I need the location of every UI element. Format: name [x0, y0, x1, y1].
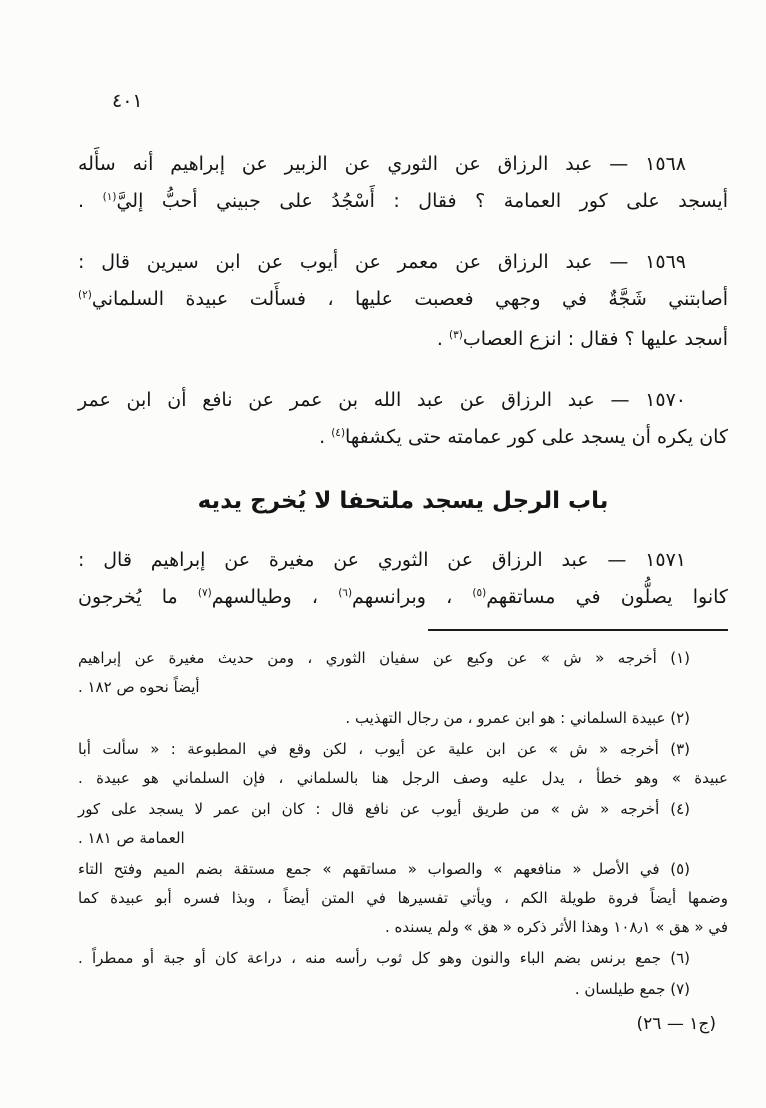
footnote-ref: (٧) [197, 587, 212, 599]
text-run: ١٥٦٨ — عبد الرزاق عن الثوري عن الزبير عن إبراهيم أنه سأَله [78, 153, 686, 175]
hadith-paragraph [78, 244, 728, 361]
text-run: (٦) جمع برنس بضم الباء والنون وهو كل ثوب رأسه منه ، دراعة كان أو جبة أو ممطراً . [78, 949, 690, 967]
hadith-line [78, 146, 728, 183]
footnote [78, 644, 728, 702]
hadith-paragraph [78, 542, 728, 619]
footnotes [78, 644, 728, 1004]
footnote-line [78, 644, 728, 673]
footnote-line [78, 704, 728, 733]
footnote-ref: (٥) [472, 587, 487, 599]
footnote-line [78, 673, 728, 702]
text-run: ما يُخرجون [78, 586, 198, 608]
hadith-line [78, 382, 728, 419]
hadiths-before-heading [78, 146, 728, 459]
footnote [78, 944, 728, 973]
footer-quire-mark: (ج١ — ٢٦) [636, 1014, 716, 1034]
footnote-line [78, 795, 728, 824]
hadith-line [78, 419, 728, 459]
footnote-divider [428, 629, 728, 631]
text-run: (٥) في الأصل « منافعهم » والصواب « مساتقهم » جمع مستقة بضم الميم وفتح التاء [78, 860, 690, 878]
footnote-line [78, 855, 728, 884]
hadith-line [78, 542, 728, 579]
page-number: ٤٠١ [112, 90, 143, 112]
text-run: . [436, 328, 449, 350]
hadith-paragraph [78, 146, 728, 223]
text-run: العمامة ص ١٨١ . [78, 829, 185, 847]
footnote [78, 704, 728, 733]
hadiths-after-heading [78, 542, 728, 619]
hadith-line [78, 281, 728, 321]
text-run: (٢) عبيدة السلماني : هو ابن عمرو ، من رجال التهذيب . [345, 709, 690, 727]
footnote [78, 855, 728, 942]
text-run: أيسجد على كور العمامة ؟ فقال : أَسْجُدُ على جبيني أحبُّ إليَّ [116, 190, 728, 212]
footnote-line [78, 735, 728, 764]
hadith-line [78, 244, 728, 281]
hadith-line [78, 579, 728, 619]
text-run: ١٥٧١ — عبد الرزاق عن الثوري عن مغيرة عن إبراهيم قال : [78, 549, 686, 571]
footnote-line [78, 884, 728, 913]
footnote-line [78, 824, 728, 853]
chapter-heading: باب الرجل يسجد ملتحفا لا يُخرج يديه [197, 488, 609, 514]
footnote [78, 975, 728, 1004]
text-run: كانوا يصلُّون في مساتقهم [486, 586, 728, 608]
footnote-ref: (٤) [331, 427, 346, 439]
text-run: (٤) أخرجه « ش » من طريق أيوب عن نافع قال : كان ابن عمر لا يسجد على كور [78, 800, 690, 818]
text-run: ، وطيالسهم [211, 586, 339, 608]
hadith-line [78, 183, 728, 223]
footnote-ref: (٢) [78, 289, 92, 301]
text-run: أيضاً نحوه ص ١٨٢ . [78, 678, 200, 696]
page-content [78, 0, 728, 1004]
footnote-line [78, 944, 728, 973]
footnote [78, 735, 728, 793]
text-run: في « هق » ١٠٨٫١ وهذا الأثر ذكره « هق » ولم يسنده . [384, 918, 728, 936]
text-run: أسجد عليها ؟ فقال : انزع العصاب [462, 328, 728, 350]
text-run: كان يكره أن يسجد على كور عمامته حتى يكشفها [345, 426, 728, 448]
footnote-ref: (٦) [338, 587, 353, 599]
text-run: ١٥٧٠ — عبد الرزاق عن عبد الله بن عمر عن نافع أن ابن عمر [78, 389, 686, 411]
text-run: عبيدة » وهو خطأ ، يدل عليه وصف الرجل هنا بالسلماني ، فإن السلماني هو عبيدة . [78, 769, 728, 787]
text-run: (١) أخرجه « ش » عن وكيع عن سفيان الثوري ، ومن حديث مغيرة عن إبراهيم [78, 649, 690, 667]
footnote-line [78, 913, 728, 942]
text-run: وضمها أيضاً فروة طويلة الكم ، ويأتي تفسيرها في المتن أيضاً ، وبذا فسره أبو عبيدة كما [78, 889, 728, 907]
footnote-ref: (٣) [449, 329, 463, 341]
footnote-line [78, 764, 728, 793]
footnote-ref: (١) [102, 191, 117, 203]
text-run: ١٥٦٩ — عبد الرزاق عن معمر عن أيوب عن ابن سيرين قال : [78, 251, 686, 273]
hadith-line [78, 321, 728, 361]
hadith-paragraph [78, 382, 728, 459]
text-run: (٣) أخرجه « ش » عن ابن علية عن أيوب ، لكن وقع في المطبوعة : « سألت أبا [78, 740, 690, 758]
footnote [78, 795, 728, 853]
text-run: . [78, 190, 103, 212]
footnote-line [78, 975, 728, 1004]
text-run: ، وبرانسهم [352, 586, 473, 608]
text-run: أصابتني شَجَّةٌ في وجهي فعصبت عليها ، فسأَلت عبيدة السلماني [91, 288, 728, 310]
text-run: . [319, 426, 332, 448]
text-run: (٧) جمع طيلسان . [574, 980, 690, 998]
